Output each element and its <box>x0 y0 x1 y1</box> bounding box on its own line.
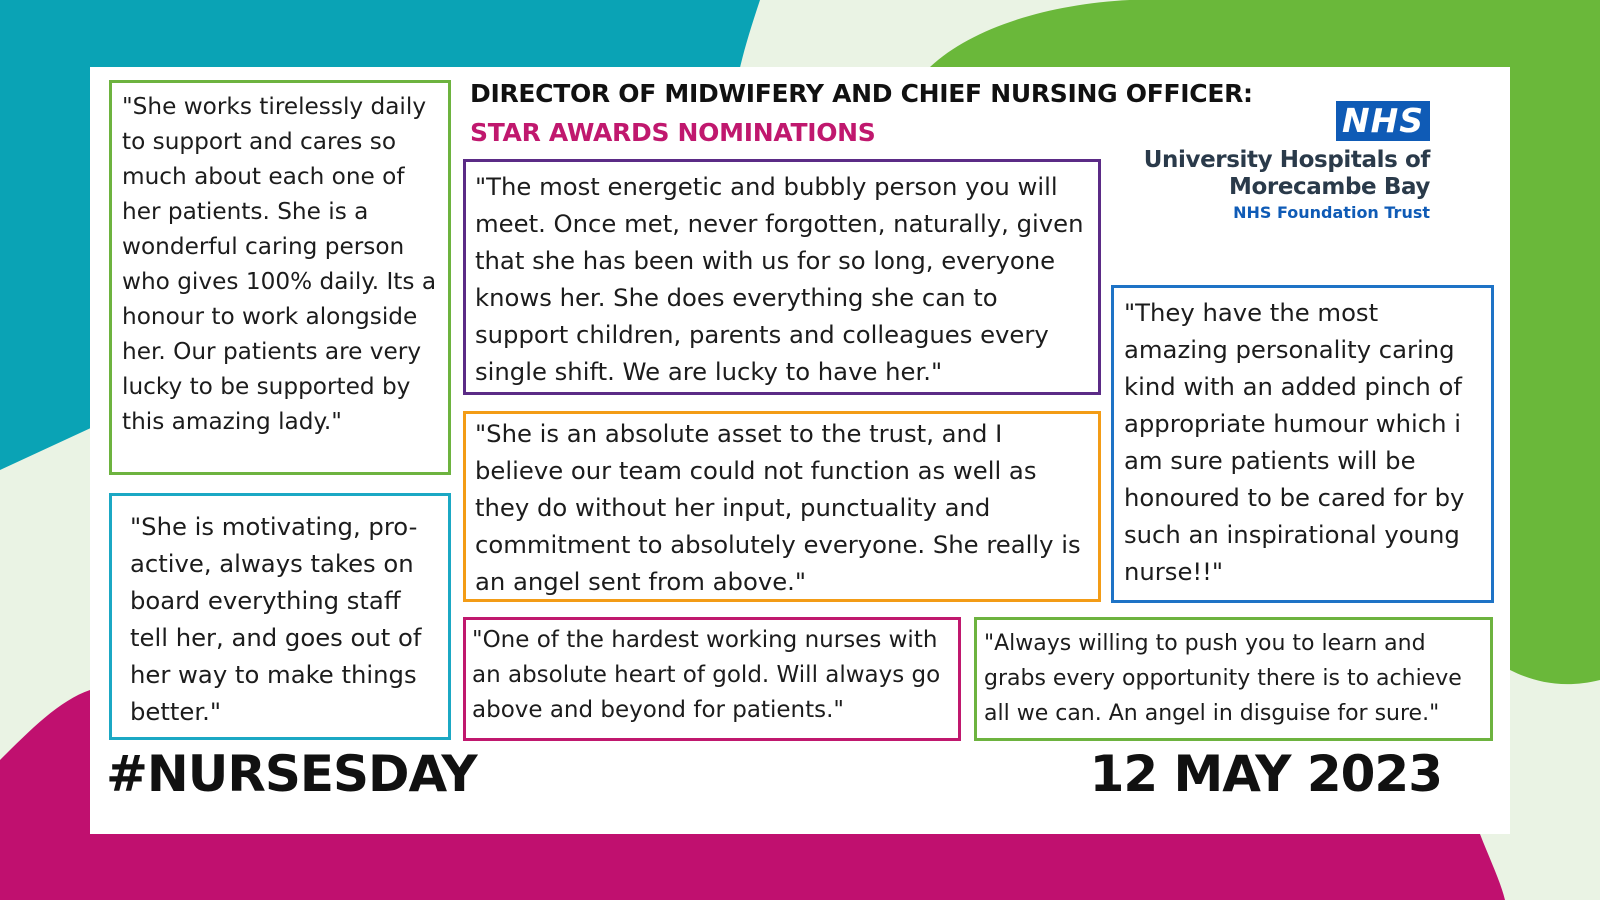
quote-box: "She is motivating, pro-active, always takes on board everything staff tell her, and goes out of her way to make things better." <box>109 493 451 740</box>
org-name-line2: Morecambe Bay <box>1229 174 1430 200</box>
quote-box: "Always willing to push you to learn and grabs every opportunity there is to achieve all we can. An angel in disguise for sure." <box>974 617 1493 741</box>
quote-box: "They have the most amazing personality caring kind with an added pinch of appropriate humour which i am sure patients will be honoured to be cared for by such an inspirational young nurse!!" <box>1111 285 1494 603</box>
nominations-card <box>90 67 1510 834</box>
page-subtitle: STAR AWARDS NOMINATIONS <box>470 118 876 147</box>
nhs-logo: NHS <box>1336 101 1430 141</box>
nhs-logo-block <box>1130 101 1430 221</box>
event-date: 12 MAY 2023 <box>1089 745 1442 803</box>
hashtag: #NURSESDAY <box>106 745 477 803</box>
quote-box: "The most energetic and bubbly person you will meet. Once met, never forgotten, naturally, given that she has been with us for so long, everyone knows her. She does everything she can to support children, parents and colleagues every single shift. We are lucky to have her." <box>463 159 1101 395</box>
org-name-line1: University Hospitals of <box>1143 147 1430 173</box>
quote-box: "She is an absolute asset to the trust, and I believe our team could not function as well as they do without her input, punctuality and commitment to absolutely everyone. She really is an angel sent from above." <box>463 411 1101 602</box>
quote-box: "One of the hardest working nurses with an absolute heart of gold. Will always go above and beyond for patients." <box>463 617 961 741</box>
page-title: DIRECTOR OF MIDWIFERY AND CHIEF NURSING OFFICER: <box>470 79 1253 108</box>
quote-box: "She works tirelessly daily to support and cares so much about each one of her patients. She is a wonderful caring person who gives 100% daily. Its a honour to work alongside her. Our patients are very lucky to be supported by this amazing lady." <box>109 80 451 475</box>
org-subtitle: NHS Foundation Trust <box>1233 203 1430 222</box>
